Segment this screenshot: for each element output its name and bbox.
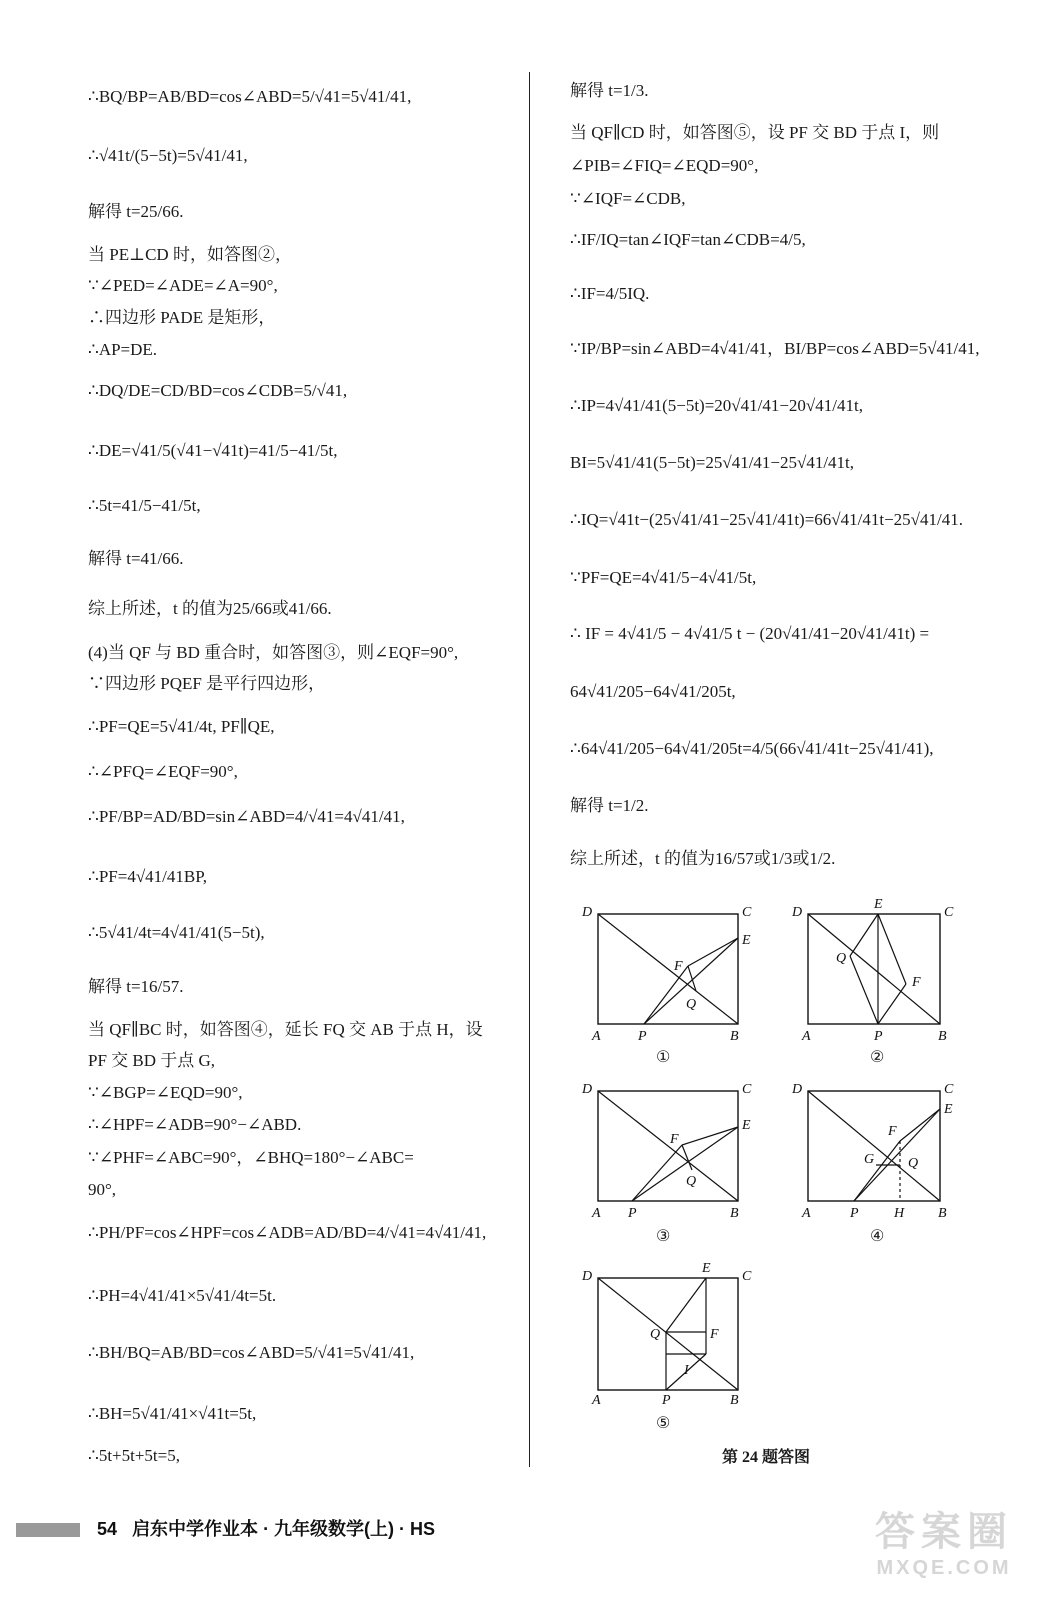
solution-line: ∴BH=5√41/41×√41t=5t, [88,1404,257,1423]
point-label: D [792,1082,803,1097]
solution-line: 解得 t=25/66. [88,202,184,221]
footer-bar [16,1523,80,1537]
solution-line: ∴PF=QE=5√41/4t, PF∥QE, [88,717,275,736]
solution-line: ∴BQ/BP=AB/BD=cos∠ABD=5/√41=5√41/41, [88,87,412,106]
solution-line: 综上所述，t 的值为16/57或1/3或1/2. [570,849,836,868]
page-number: 54 [97,1519,118,1539]
solution-line: 解得 t=1/2. [570,796,649,815]
point-label: E [944,1102,953,1117]
point-label: H [894,1206,905,1221]
point-label: B [938,1029,947,1044]
solution-line: ∴四边形 PADE 是矩形， [88,308,276,327]
point-label: A [802,1029,811,1044]
solution-line: 解得 t=41/66. [88,549,184,568]
solution-line: 当 PE⊥CD 时，如答图②， [88,245,292,264]
solution-line: ∴IF/IQ=tan∠IQF=tan∠CDB=4/5, [570,230,806,249]
figure-2-diagram [788,898,968,1048]
point-label: A [592,1206,601,1221]
point-label: C [742,1082,752,1097]
point-label: Q [836,951,847,966]
figure-1-label: ① [656,1049,671,1066]
figure-5 [578,1262,758,1417]
figure-caption: 第 24 题答图 [722,1449,811,1466]
figure-3 [578,1075,758,1230]
solution-line: ∴DQ/DE=CD/BD=cos∠CDB=5/√41, [88,381,348,400]
solution-line: ∵∠PED=∠ADE=∠A=90°, [88,276,278,295]
book-title: 启东中学作业本 · 九年级数学(上) · HS [132,1519,436,1539]
solution-line: ∴BH/BQ=AB/BD=cos∠ABD=5/√41=5√41/41, [88,1343,415,1362]
figure-3-diagram [578,1075,758,1225]
solution-line: ∴5√41/4t=4√41/41(5−5t), [88,923,265,942]
point-label: E [742,1118,751,1133]
solution-line: ∴PH=4√41/41×5√41/4t=5t. [88,1286,277,1305]
solution-line: 解得 t=16/57. [88,977,184,996]
solution-line: ∴PF=4√41/41BP, [88,867,208,886]
figure-1-diagram [578,898,758,1048]
point-label: C [742,1269,752,1284]
figure-4 [788,1075,968,1230]
point-label: Q [686,997,697,1012]
solution-line: ∴PF/BP=AD/BD=sin∠ABD=4/√41=4√41/41, [88,807,405,826]
solution-line: ∵PF=QE=4√41/5−4√41/5t, [570,568,757,587]
point-label: B [730,1393,739,1408]
point-label: C [944,905,954,920]
point-label: E [702,1262,711,1276]
solution-line: ∠PIB=∠FIQ=∠EQD=90°, [570,156,759,175]
point-label: C [742,905,752,920]
solution-line: 64√41/205−64√41/205t, [570,682,736,701]
column-divider [529,72,530,1467]
point-label: F [670,1132,679,1147]
solution-line: ∵四边形 PQEF 是平行四边形， [88,674,326,693]
solution-line: 解得 t=1/3. [570,81,649,100]
point-label: G [864,1152,875,1167]
solution-line: ∴5t=41/5−41/5t, [88,496,201,515]
point-label: C [944,1082,954,1097]
point-label: P [662,1393,671,1408]
solution-line: ∴∠HPF=∠ADB=90°−∠ABD. [88,1115,302,1134]
figure-2-label: ② [870,1049,885,1066]
figure-1 [578,898,758,1053]
point-label: P [850,1206,859,1221]
point-label: E [742,933,751,948]
solution-line: PF 交 BD 于点 G, [88,1051,216,1070]
point-label: D [582,1269,593,1284]
watermark-text: 答案圈 [875,1510,1013,1554]
solution-line: ∵IP/BP=sin∠ABD=4√41/41，BI/BP=cos∠ABD=5√41/41, [570,339,980,358]
point-label: F [674,959,683,974]
point-label: B [938,1206,947,1221]
point-label: A [592,1393,601,1408]
solution-line: BI=5√41/41(5−5t)=25√41/41−25√41/41t, [570,453,855,472]
point-label: P [638,1029,647,1044]
solution-line: 当 QF∥BC 时，如答图④，延长 FQ 交 AB 于点 H，设 [88,1020,483,1039]
page-footer [16,1515,435,1541]
solution-line: ∴IQ=√41t−(25√41/41−25√41/41t)=66√41/41t−25√41/41. [570,510,963,529]
watermark [875,1500,1013,1580]
solution-line: ∵∠IQF=∠CDB, [570,189,686,208]
solution-line: ∴IF=4/5IQ. [570,284,650,303]
point-label: I [684,1363,689,1378]
solution-line: ∴5t+5t+5t=5, [88,1446,180,1465]
point-label: P [628,1206,637,1221]
point-label: B [730,1029,739,1044]
point-label: P [874,1029,883,1044]
solution-line: ∴ IF = 4√41/5 − 4√41/5 t − (20√41/41−20√41/41t) = [570,624,930,643]
solution-line: ∴DE=√41/5(√41−√41t)=41/5−41/5t, [88,441,338,460]
solution-line: (4)当 QF 与 BD 重合时，如答图③，则∠EQF=90°, [88,643,459,662]
point-label: Q [686,1174,697,1189]
figure-2 [788,898,968,1053]
solution-line: 90°, [88,1180,117,1199]
point-label: E [874,898,883,912]
point-label: F [710,1327,719,1342]
solution-line: ∴64√41/205−64√41/205t=4/5(66√41/41t−25√41/41), [570,739,934,758]
figure-4-label: ④ [870,1228,885,1245]
point-label: D [792,905,803,920]
point-label: D [582,1082,593,1097]
solution-line: ∵∠PHF=∠ABC=90°，∠BHQ=180°−∠ABC= [88,1148,414,1167]
solution-line: 当 QF∥CD 时，如答图⑤，设 PF 交 BD 于点 I，则 [570,123,940,142]
point-label: B [730,1206,739,1221]
point-label: A [592,1029,601,1044]
solution-line: ∴AP=DE. [88,340,158,359]
solution-line: ∴PH/PF=cos∠HPF=cos∠ADB=AD/BD=4/√41=4√41/41, [88,1223,487,1242]
point-label: A [802,1206,811,1221]
point-label: D [582,905,593,920]
figure-5-diagram [578,1262,758,1412]
figure-3-label: ③ [656,1228,671,1245]
point-label: F [888,1124,897,1139]
point-label: Q [908,1156,919,1171]
point-label: Q [650,1327,661,1342]
watermark-url: MXQE.COM [876,1557,1012,1579]
solution-line: ∴IP=4√41/41(5−5t)=20√41/41−20√41/41t, [570,396,863,415]
solution-line: ∴∠PFQ=∠EQF=90°, [88,762,238,781]
point-label: F [912,975,921,990]
figure-5-label: ⑤ [656,1415,671,1432]
figure-4-diagram [788,1075,968,1225]
solution-line: ∵∠BGP=∠EQD=90°, [88,1083,243,1102]
solution-line: ∴√41t/(5−5t)=5√41/41, [88,146,248,165]
solution-line: 综上所述，t 的值为25/66或41/66. [88,599,332,618]
